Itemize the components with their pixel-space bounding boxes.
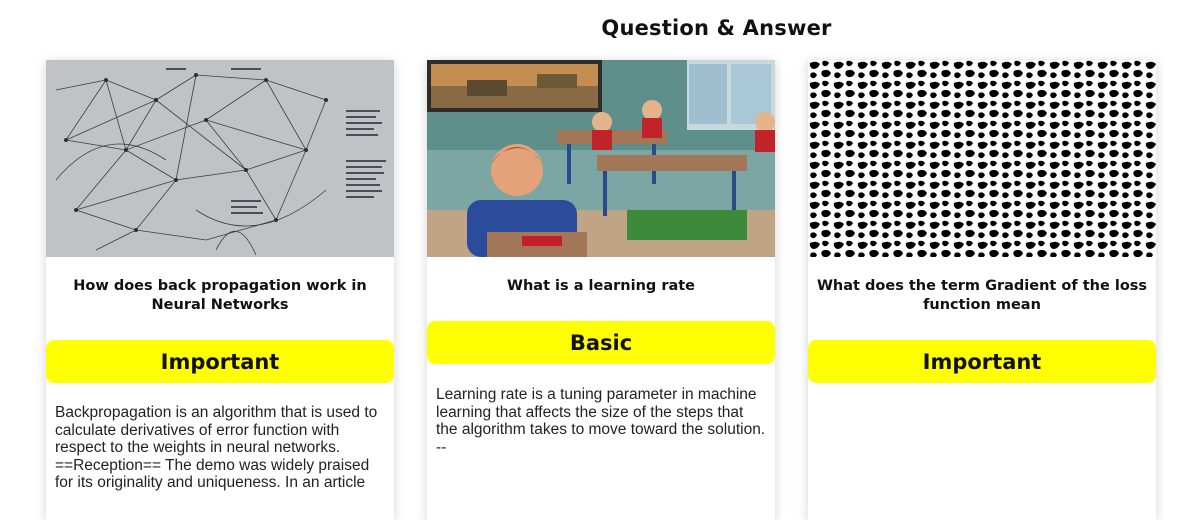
question-title: How does back propagation work in Neural Networks xyxy=(73,278,367,313)
tag-badge: Basic xyxy=(427,321,775,364)
qa-card[interactable] xyxy=(46,60,394,520)
qa-card[interactable] xyxy=(808,60,1156,520)
classroom-image xyxy=(427,60,775,257)
page-title: Question & Answer xyxy=(601,16,832,40)
tag-badge: Important xyxy=(808,340,1156,383)
question-title: What does the term Gradient of the loss function mean xyxy=(816,278,1148,313)
pattern-image xyxy=(808,60,1156,257)
answer-text: Learning rate is a tuning parameter in machine learning that affects the size of the steps that the algorithm takes to move toward the solution. -- xyxy=(436,386,766,456)
answer-text: Backpropagation is an algorithm that is used to calculate derivatives of error function with respect to the weights in neural networks. ==Reception== The demo was widely praised for its originality and uniqueness. In an article xyxy=(55,404,378,491)
question-title: What is a learning rate xyxy=(506,278,696,294)
tag-badge: Important xyxy=(46,340,394,383)
neural-network-image xyxy=(46,60,394,257)
qa-card[interactable] xyxy=(427,60,775,520)
